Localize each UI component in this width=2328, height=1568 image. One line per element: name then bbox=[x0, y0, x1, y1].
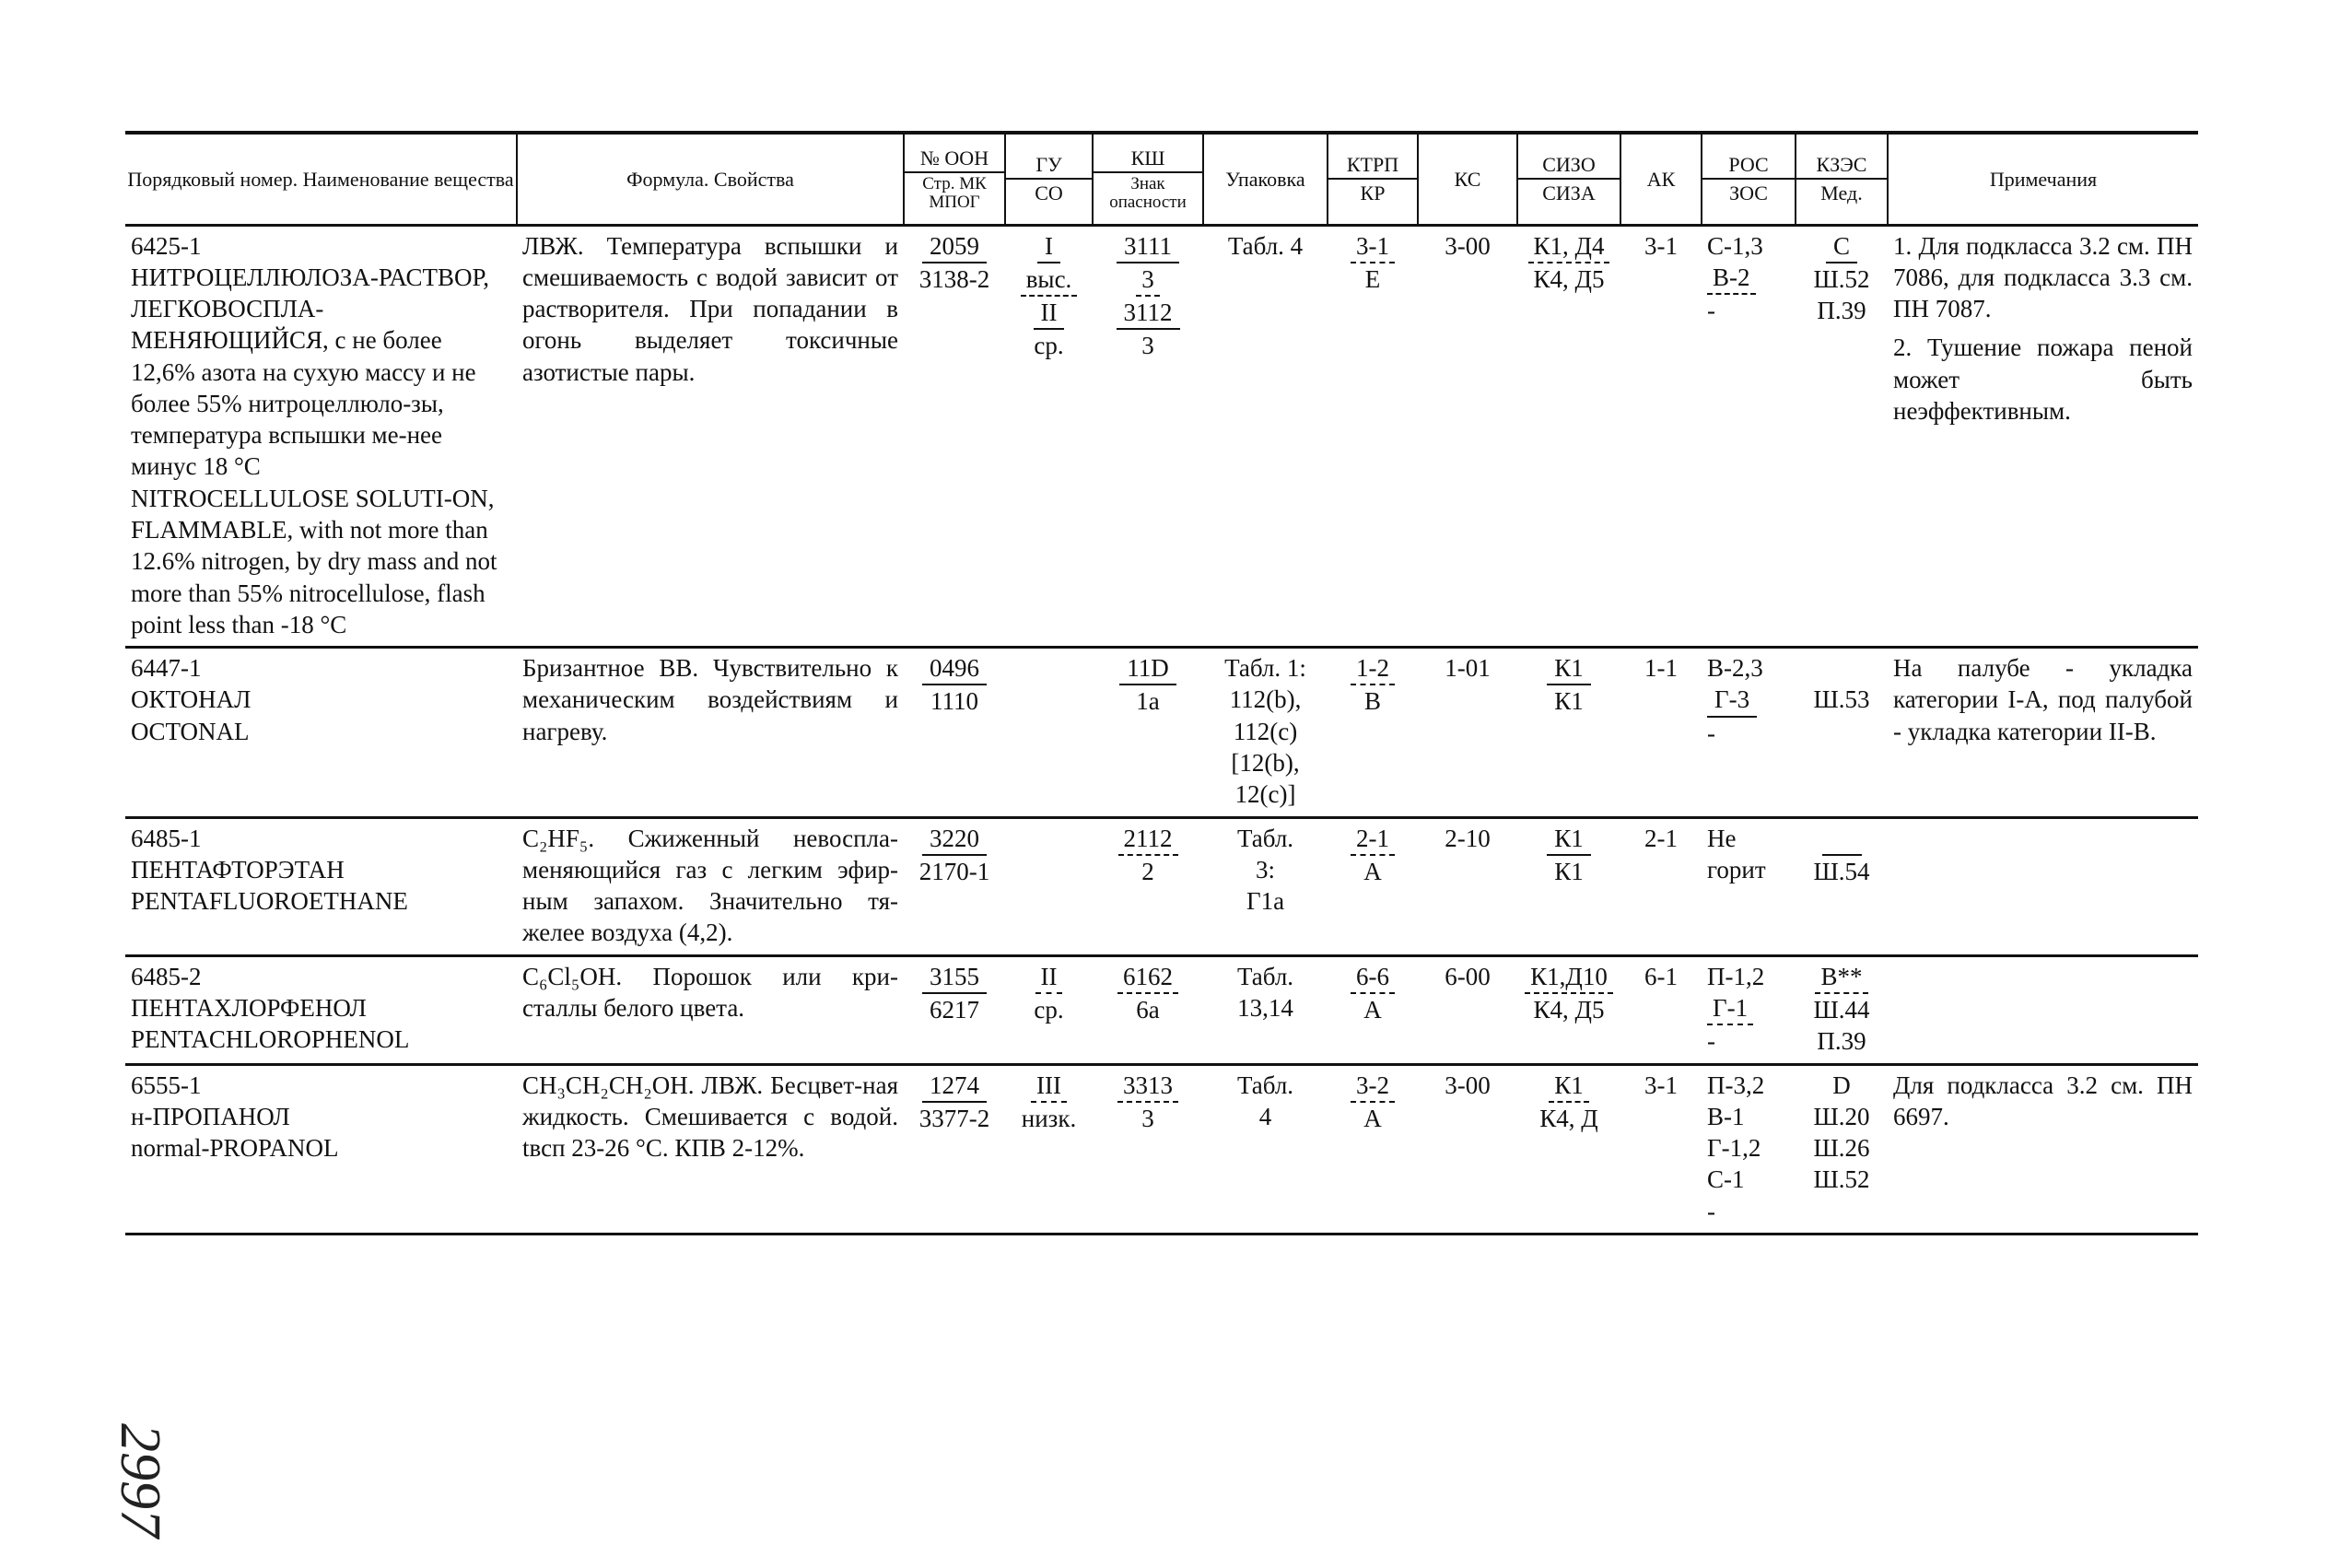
pack-cell: Табл. 4 bbox=[1227, 231, 1304, 260]
ros-cell: В-2,3 Г-3 - bbox=[1702, 648, 1796, 817]
gu-cell: II ср. bbox=[1005, 955, 1093, 1064]
ktrp-cell: 1-2 В bbox=[1328, 648, 1418, 817]
header-notes: Примечания bbox=[1888, 133, 2198, 225]
ktrp-cell: 6-6 А bbox=[1328, 955, 1418, 1064]
header-ktrp: КТРП КР bbox=[1328, 133, 1418, 225]
notes-cell bbox=[1888, 817, 2198, 955]
notes-cell: 1. Для подкласса 3.2 см. ПН 7086, для подкласса 3.3 см. ПН 7087. 2. Тушение пожара пеной может быть неэффективным. bbox=[1893, 231, 2193, 425]
properties-cell: C₂HF₅. Сжиженный невоспла-меняющийся газ с легким эфир-ным запахом. Значительно тя-желее воздуха (4,2). bbox=[517, 817, 904, 955]
sizo-cell: К1, Д4 К4, Д5 bbox=[1517, 225, 1620, 648]
un-cell: 3220 2170-1 bbox=[904, 817, 1005, 955]
notes-cell: На палубе - укладка категории I-А, под палубой - укладка категории II-В. bbox=[1888, 648, 2198, 817]
header-sizo: СИЗО СИЗА bbox=[1517, 133, 1620, 225]
header-ros: РОС ЗОС bbox=[1702, 133, 1796, 225]
ksh-cell: 2112 2 bbox=[1093, 817, 1203, 955]
un-cell: 1274 3377-2 bbox=[904, 1064, 1005, 1234]
page-number: 2997 bbox=[109, 1423, 171, 1538]
substance-name-en: NITROCELLULOSE SOLUTI-ON, FLAMMABLE, with not more than 12.6% nitrogen, by dry mass and not more than 55% nitrocellulose, flash point less than -18 °С bbox=[131, 484, 497, 638]
header-ks: КС bbox=[1418, 133, 1517, 225]
ks-cell: 3-00 bbox=[1445, 231, 1491, 260]
ak-cell: 6-1 bbox=[1620, 955, 1702, 1064]
pack-cell: Табл. 13,14 bbox=[1203, 955, 1328, 1064]
substance-cell: 6555-1 н-ПРОПАНОЛ normal-PROPANOL bbox=[125, 1064, 517, 1234]
substances-table bbox=[125, 131, 2198, 1235]
header-ak: АК bbox=[1620, 133, 1702, 225]
gu-cell: I выс. II ср. bbox=[1005, 225, 1093, 648]
ks-cell: 3-00 bbox=[1418, 1064, 1517, 1234]
ak-cell: 2-1 bbox=[1620, 817, 1702, 955]
header-row bbox=[125, 133, 2198, 225]
ktrp-cell: 2-1 А bbox=[1328, 817, 1418, 955]
ksh-cell: 3111 3 3112 3 bbox=[1093, 225, 1203, 648]
un-cell: 2059 3138-2 bbox=[918, 231, 990, 293]
ros-cell: Не горит bbox=[1702, 817, 1796, 955]
ksh-cell: 6162 6а bbox=[1093, 955, 1203, 1064]
properties-cell: C₆Cl₅OH. Порошок или кри-сталлы белого цвета. bbox=[517, 955, 904, 1064]
kzes-cell: Ш.53 bbox=[1796, 648, 1888, 817]
substance-cell: 6447-1 ОКТОНАЛ OCTONAL bbox=[125, 648, 517, 817]
table-row bbox=[125, 817, 2198, 955]
ksh-cell: 11D 1а bbox=[1093, 648, 1203, 817]
properties-cell: Бризантное ВВ. Чувствительно к механическим воздействиям и нагреву. bbox=[517, 648, 904, 817]
ks-cell: 1-01 bbox=[1418, 648, 1517, 817]
ak-cell: 3-1 bbox=[1644, 231, 1678, 260]
header-kzes: КЗЭС Мед. bbox=[1796, 133, 1888, 225]
header-ksh: КШ Знак опасности bbox=[1093, 133, 1203, 225]
kzes-cell: D Ш.20 Ш.26 Ш.52 bbox=[1796, 1064, 1888, 1234]
header-pack: Упаковка bbox=[1203, 133, 1328, 225]
gu-cell: III низк. bbox=[1005, 1064, 1093, 1234]
sizo-cell: К1 К1 bbox=[1517, 648, 1620, 817]
table-row bbox=[125, 955, 2198, 1064]
substance-name-ru: НИТРОЦЕЛЛЮЛОЗА-РАСТВОР, ЛЕГКОВОСПЛА-МЕНЯЮЩИЙСЯ, с не более 12,6% азота на сухую массу и не более 55% нитроцеллюло-зы, температура вспышки ме-нее минус 18 °С bbox=[131, 263, 489, 481]
header-un: № ООН Стр. МК МПОГ bbox=[904, 133, 1005, 225]
ktrp-cell: 3-2 А bbox=[1328, 1064, 1418, 1234]
sizo-cell: К1 К4, Д bbox=[1517, 1064, 1620, 1234]
pack-cell: Табл. 1: 112(b), 112(c) [12(b), 12(c)] bbox=[1203, 648, 1328, 817]
table-row bbox=[125, 648, 2198, 817]
header-gu: ГУ СО bbox=[1005, 133, 1093, 225]
kzes-cell: С Ш.52 П.39 bbox=[1813, 231, 1870, 325]
substance-cell: 6485-2 ПЕНТАХЛОРФЕНОЛ PENTACHLOROPHENOL bbox=[125, 955, 517, 1064]
table-row bbox=[125, 225, 2198, 648]
un-cell: 3155 6217 bbox=[904, 955, 1005, 1064]
un-cell: 0496 1110 bbox=[904, 648, 1005, 817]
properties-cell: ЛВЖ. Температура вспышки и смешиваемость с водой зависит от растворителя. При попадании в огонь выделяет токсичные азотистые пары. bbox=[522, 231, 898, 386]
ktrp-cell: 3-1 Е bbox=[1328, 225, 1418, 648]
gu-cell bbox=[1005, 648, 1093, 817]
ros-cell: П-1,2 Г-1 - bbox=[1702, 955, 1796, 1064]
sizo-cell: К1,Д10 К4, Д5 bbox=[1517, 955, 1620, 1064]
ak-cell: 1-1 bbox=[1620, 648, 1702, 817]
substance-cell: 6485-1 ПЕНТАФТОРЭТАН PENTAFLUOROETHANE bbox=[125, 817, 517, 955]
pack-cell: Табл. 4 bbox=[1203, 1064, 1328, 1234]
sizo-cell: К1 К1 bbox=[1517, 817, 1620, 955]
ksh-cell: 3313 3 bbox=[1093, 1064, 1203, 1234]
ks-cell: 6-00 bbox=[1418, 955, 1517, 1064]
table-row bbox=[125, 1064, 2198, 1234]
substance-cell bbox=[125, 225, 517, 648]
kzes-cell: Ш.54 bbox=[1796, 817, 1888, 955]
header-id-name: Порядковый номер. Наименование вещества bbox=[125, 133, 517, 225]
header-formula: Формула. Свойства bbox=[517, 133, 904, 225]
substance-id: 6425-1 bbox=[131, 231, 202, 260]
ros-cell: П-3,2 В-1 Г-1,2 С-1 - bbox=[1702, 1064, 1796, 1234]
ros-cell: С-1,3 В-2 - bbox=[1707, 231, 1763, 325]
properties-cell: CH₃CH₂CH₂OH. ЛВЖ. Бесцвет-ная жидкость. Смешивается с водой. tвсп 23-26 °С. КПВ 2-12%. bbox=[517, 1064, 904, 1234]
ks-cell: 2-10 bbox=[1418, 817, 1517, 955]
pack-cell: Табл. 3: Г1а bbox=[1203, 817, 1328, 955]
gu-cell bbox=[1005, 817, 1093, 955]
notes-cell bbox=[1888, 955, 2198, 1064]
kzes-cell: В** Ш.44 П.39 bbox=[1796, 955, 1888, 1064]
notes-cell: Для подкласса 3.2 см. ПН 6697. bbox=[1888, 1064, 2198, 1234]
ak-cell: 3-1 bbox=[1620, 1064, 1702, 1234]
